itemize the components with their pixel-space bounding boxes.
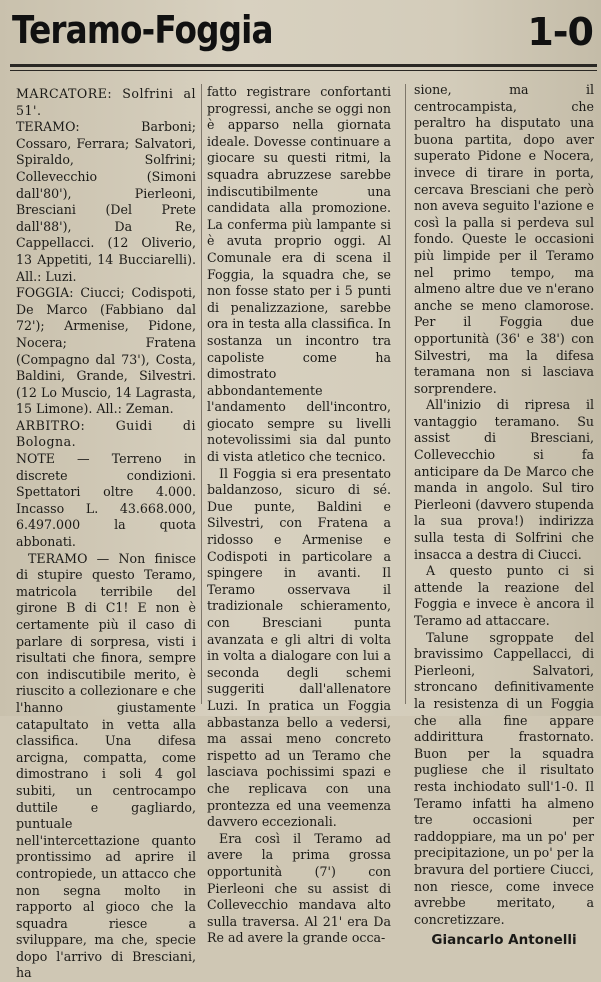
column-divider xyxy=(201,84,202,704)
scorer-line: MARCATORE: Solfrini al 51'. xyxy=(16,86,196,118)
column-divider xyxy=(405,84,406,704)
article-paragraph: Era così il Teramo ad avere la prima grossa opportunità (7') con Pierleoni che su assist di Collevecchio mandava alto sulla traversa. Al 21' era Da Re ad avere la grande occa- xyxy=(207,830,391,946)
match-notes: NOTE — Terreno in discrete condizioni. Spettatori oltre 4.000. Incasso L. 43.668.000, 6.497.000 la quota abbonati. xyxy=(16,451,196,550)
match-headline: Teramo-Foggia xyxy=(12,8,273,52)
column-2 xyxy=(207,84,391,946)
article-paragraph: Talune sgroppate del bravissimo Cappellacci, di Pierleoni, Salvatori, stroncano definitivamente la resistenza di un Foggia che alla fine appare addirittura frastornato. Buon per la squadra pugliese che il risultato resta inchiodato sull'1-0. Il Teramo infatti ha almeno tre occasioni per raddoppiare, ma un po' per precipitazione, un po' per la bravura del portiere Ciucci, non riesce, come invece avrebbe meritato, a concretizzare. xyxy=(414,629,594,927)
teramo-lineup: TERAMO: Barboni; Cossaro, Ferrara; Salvatori, Spiraldo, Solfrini; Collevecchio (Simoni dall'80'), Pierleoni, Bresciani (Del Prete dall'88'), Da Re, Cappellacci. (12 Oliverio, 13 Appetiti, 14 Bucciarelli). All.: Luzi. xyxy=(16,119,196,284)
article-paragraph: fatto registrare confortanti progressi, anche se oggi non è apparso nella giornata ideale. Dovesse continuare a giocare su questi ritmi, la squadra abruzzese sarebbe indiscutibilmente una candidata alla promozione. La conferma più lampante si è avuta proprio oggi. Al Comunale era di scena il Foggia, la squadra che, se non fosse stato per i 5 punti di penalizzazione, sarebbe ora in testa alla classifica. In sostanza un incontro tra capoliste come ha dimostrato abbondantemente l'andamento dell'incontro, giocato sempre su livelli notevolissimi sia dal punto di vista atletico che tecnico. xyxy=(207,84,391,465)
article-paragraph: Il Foggia si era presentato baldanzoso, sicuro di sé. Due punte, Baldini e Silvestri, con Fratena a ridosso e Armenise e Codispoti in particolare a spingere in avanti. Il Teramo osservava il tradizionale schieramento, con Bresciani punta avanzata e gli altri di volta in volta a dialogare con lui a seconda degli schemi suggeriti dall'allenatore Luzi. In pratica un Foggia abbastanza bello a vedersi, ma assai meno concreto rispetto ad un Teramo che lasciava pochissimi spazi e che replicava con una prontezza ed una veemenza davvero eccezionali. xyxy=(207,465,391,830)
column-1 xyxy=(16,86,196,981)
article-paragraph: TERAMO — Non finisce di stupire questo Teramo, matricola terribile del girone B di C1! E non è certamente più il caso di parlare di sorpresa, visti i risultati che finora, sempre con indiscutibile merito, è riuscito a collezionare e che l'hanno giustamente catapultato in vetta alla classifica. Una difesa arcigna, compatta, come dimostrano i soli 4 gol subiti, un centrocampo duttile e gagliardo, puntuale nell'intercettazione quanto prontissimo ad aprire il contropiede, un attacco che non segna molto in rapporto al gioco che la squadra riesce a sviluppare, ma che, specie dopo l'arrivo di Bresciani, ha xyxy=(16,550,196,981)
headline-rule xyxy=(10,64,597,67)
foggia-lineup: FOGGIA: Ciucci; Codispoti, De Marco (Fabbiano dal 72'); Armenise, Pidone, Nocera; Fratena (Compagno dal 73'), Costa, Baldini, Grande, Silvestri. (12 Lo Muscio, 14 Lagrasta, 15 Limone). All.: Zeman. xyxy=(16,285,196,417)
article-paragraph: All'inizio di ripresa il vantaggio teramano. Su assist di Bresciani, Collevecchio si fa anticipare da De Marco che manda in angolo. Sul tiro Pierleoni (davvero stupenda la sua prova!) indirizza sulla testa di Solfrini che insacca a destra di Ciucci. xyxy=(414,397,594,562)
match-score: 1-0 xyxy=(527,10,593,54)
headline-rule-thin xyxy=(10,70,597,71)
author-byline: Giancarlo Antonelli xyxy=(431,932,577,949)
referee-line: ARBITRO: Guidi di Bologna. xyxy=(16,417,196,450)
article-paragraph: sione, ma il centrocampista, che peraltro ha disputato una buona partita, dopo aver superato Pidone e Nocera, invece di tirare in porta, cercava Bresciani che però non aveva seguito l'azione e così la palla si perdeva sul fondo. Queste le occasioni più limpide per il Teramo nel primo tempo, ma almeno altre due ve n'erano anche se meno clamorose. Per il Foggia due opportunità (36' e 38') con Silvestri, ma la difesa teramana non si lasciava sorprendere. xyxy=(414,82,594,396)
article-paragraph: A questo punto ci si attende la reazione del Foggia e invece è ancora il Teramo ad attaccare. xyxy=(414,563,594,628)
column-3 xyxy=(414,82,594,949)
